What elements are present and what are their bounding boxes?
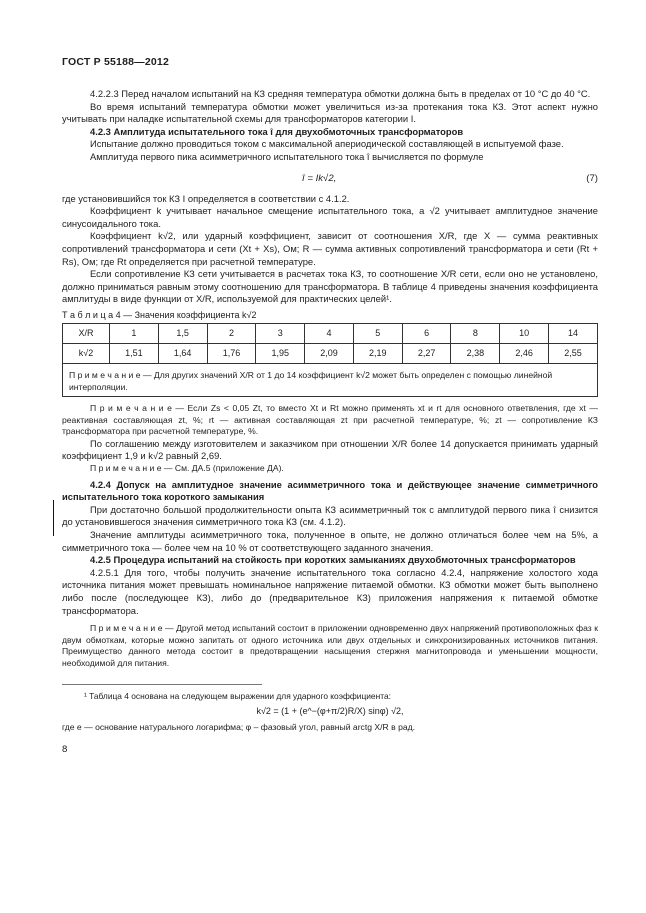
change-bar bbox=[53, 500, 54, 536]
footnote-text: ¹ Таблица 4 основана на следующем выражении для ударного коэффициента: bbox=[84, 690, 391, 701]
table-cell: 2 bbox=[207, 323, 256, 343]
paragraph-4-2-2-3: 4.2.2.3 Перед началом испытаний на КЗ средняя температура обмотки должна быть в пределах от 10 °С до 40 °С. bbox=[90, 88, 591, 99]
note-appendix-da: П р и м е ч а н и е — См. ДА.5 (приложение ДА). bbox=[90, 463, 284, 474]
table-cell: 2,46 bbox=[500, 343, 549, 363]
standard-header: ГОСТ Р 55188—2012 bbox=[62, 56, 170, 68]
footnote-divider bbox=[62, 684, 262, 685]
table-cell: 1,51 bbox=[110, 343, 159, 363]
paragraph-agreement: По соглашению между изготовителем и заказчиком при отношении X/R более 14 допускается принимать ударный коэффициент 1,9 и k√2 равный 2,69. bbox=[62, 437, 598, 462]
paragraph-where: где установившийся ток КЗ I определяется в соответствии с 4.1.2. bbox=[62, 192, 350, 204]
paragraph-coefficient-k2: Коэффициент k√2, или ударный коэффициент, зависит от соотношения X/R, где X — сумма реактивных сопротивлений трансформатора и сети (Xt + Xs), Ом; R — сумма активных сопротивлений трансформатора и сети (Rt + Rs), Ом; где Rt определяется при расчетной температуре. bbox=[62, 230, 598, 267]
table-cell: k√2 bbox=[63, 343, 110, 363]
document-page bbox=[62, 56, 598, 755]
table-cell: 10 bbox=[500, 323, 549, 343]
heading-4-2-3: 4.2.3 Амплитуда испытательного тока î для двухобмоточных трансформаторов bbox=[90, 125, 464, 137]
table-cell: 3 bbox=[256, 323, 305, 343]
note-impedance: П р и м е ч а н и е — Если Zs < 0,05 Zt, то вместо Xt и Rt можно применять xt и rt для основного ответвления, где xt — реактивная составляющая zt, %; rt — активная составляющая zt при расчетной температуре, %; zt — сопротивление КЗ трансформатора при расчетной температуре, %. bbox=[62, 403, 598, 437]
table-row-k2 bbox=[63, 343, 598, 363]
table-cell: 6 bbox=[402, 323, 451, 343]
table-4-caption: Т а б л и ц а 4 — Значения коэффициента k√2 bbox=[62, 309, 257, 320]
formula-7-number: (7) bbox=[586, 172, 598, 184]
heading-4-2-5: 4.2.5 Процедура испытаний на стойкость при коротких замыканиях двухобмоточных трансформаторов bbox=[90, 554, 576, 566]
table-cell: 2,09 bbox=[305, 343, 354, 363]
table-cell: 1,5 bbox=[158, 323, 207, 343]
table-cell: X/R bbox=[63, 323, 110, 343]
page-number: 8 bbox=[62, 743, 68, 755]
table-cell: 2,38 bbox=[451, 343, 500, 363]
table-cell: 2,55 bbox=[549, 343, 598, 363]
table-cell: 1,95 bbox=[256, 343, 305, 363]
table-cell: 2,27 bbox=[402, 343, 451, 363]
table-cell: 1 bbox=[110, 323, 159, 343]
table-cell: 4 bbox=[305, 323, 354, 343]
paragraph-temperature: Во время испытаний температура обмотки может увеличиться из-за протекания тока КЗ. Этот аспект нужно учитывать при наладке испытательной схемы для трансформаторов категории I. bbox=[62, 100, 598, 125]
note-other-method: П р и м е ч а н и е — Другой метод испытаний состоит в приложении одновременно двух напряжений противоположных фаз к двум обмоткам, которые можно запитать от одного источника или двух отдельных и синхронизированных источников питания. Преимущество данного метода состоит в предотвращении насыщения стержня магнитопровода и уменьшении мощности, необходимой для питания. bbox=[62, 623, 598, 668]
paragraph-test-current: Испытание должно проводиться током с максимальной апериодической составляющей в испытуемой фазе. bbox=[90, 138, 564, 150]
table-cell: 1,76 bbox=[207, 343, 256, 363]
paragraph-long-test: При достаточно большой продолжительности опыта КЗ асимметричный ток с амплитудой первого пика î снизится до установившегося значения симметричного тока КЗ (см. 4.1.2). bbox=[62, 503, 598, 528]
table-cell: 2,19 bbox=[353, 343, 402, 363]
heading-4-2-4: 4.2.4 Допуск на амплитудное значение асимметричного тока и действующее значение симметричного испытательного тока короткого замыкания bbox=[62, 478, 598, 503]
table-cell: 5 bbox=[353, 323, 402, 343]
table-cell: 8 bbox=[451, 323, 500, 343]
paragraph-4-2-5-1: 4.2.5.1 Для того, чтобы получить значение испытательного тока согласно 4.2.4, напряжение холостого хода источника питания может превышать номинальное напряжение питаемой обмотки. КЗ обмотки может быть выполнено либо после (последующее КЗ), либо до (предварительное КЗ) приложения напряжения к питаемой обмотке трансформатора. bbox=[62, 566, 598, 616]
table-row-note bbox=[63, 363, 598, 396]
table-note: П р и м е ч а н и е — Для других значений X/R от 1 до 14 коэффициент k√2 может быть определен с помощью линейной интерполяции. bbox=[63, 363, 598, 396]
paragraph-coefficient-k: Коэффициент k учитывает начальное смещение испытательного тока, а √2 учитывает амплитудное значение синусоидального тока. bbox=[62, 205, 598, 229]
formula-7 bbox=[62, 166, 598, 190]
table-cell: 1,64 bbox=[158, 343, 207, 363]
paragraph-amplitude: Амплитуда первого пика асимметричного испытательного тока î вычисляется по формуле bbox=[90, 150, 484, 162]
paragraph-tolerance: Значение амплитуды асимметричного тока, полученное в опыте, не должно отличаться более чем на 5%, а симметричного тока — более чем на 10 % от соответствующего заданного значения. bbox=[62, 529, 598, 553]
formula-7-expression: î = Ik√2, bbox=[302, 172, 337, 184]
table-4 bbox=[62, 323, 598, 397]
footnote-formula: k√2 = (1 + (e^−(φ+π/2)R/X) sinφ) √2, bbox=[256, 705, 404, 716]
paragraph-network: Если сопротивление КЗ сети учитывается в расчетах тока КЗ, то соотношение X/R сети, если оно не установлено, должно приниматься равным этому соотношению для трансформатора. В таблице 4 приведены значения коэффициента амплитуды в виде функции от X/R, используемой для практических целей¹. bbox=[62, 268, 598, 305]
table-row-xr bbox=[63, 323, 598, 343]
footnote-where: где e — основание натурального логарифма; φ – фазовый угол, равный arctg X/R в рад. bbox=[62, 721, 416, 732]
table-cell: 14 bbox=[549, 323, 598, 343]
